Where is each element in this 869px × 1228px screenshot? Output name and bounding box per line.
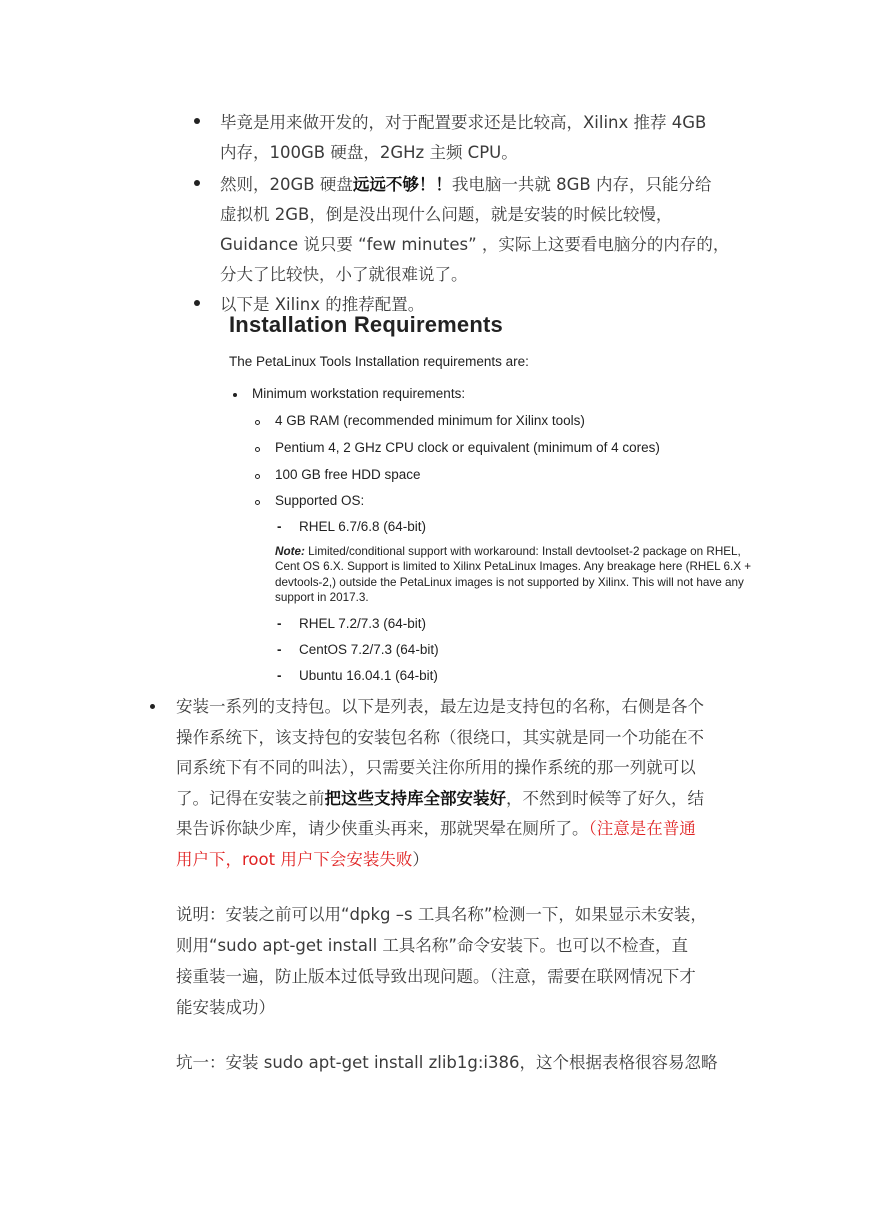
circle-bullet-icon — [255, 420, 260, 425]
req-item-ram — [255, 413, 585, 428]
note-line — [275, 544, 823, 559]
bullet-dot — [150, 704, 155, 709]
os-item-ubuntu — [277, 668, 438, 683]
os-item-text: Ubuntu 16.04.1 (64-bit) — [299, 668, 438, 683]
text-line: 内存，100GB 硬盘，2GHz 主频 CPU。 — [220, 143, 518, 162]
os-item-rhel7 — [277, 616, 426, 631]
req-item-os — [255, 493, 364, 508]
warning-text: （注意是在普通 — [588, 819, 696, 838]
os-item-centos7 — [277, 642, 439, 657]
req-item-text: 100 GB free HDD space — [275, 467, 421, 482]
text-line — [176, 784, 748, 815]
dash-bullet: - — [277, 616, 282, 631]
req-item-text: 4 GB RAM (recommended minimum for Xilinx tools) — [275, 413, 585, 428]
dash-bullet: - — [277, 519, 282, 534]
dash-bullet: - — [277, 642, 282, 657]
min-workstation-label: Minimum workstation requirements: — [252, 386, 466, 401]
note-label: Note: — [275, 545, 305, 558]
requirements-heading: Installation Requirements — [229, 312, 503, 337]
os-item-text: RHEL 6.7/6.8 (64-bit) — [299, 519, 427, 534]
os-item-text: RHEL 7.2/7.3 (64-bit) — [299, 616, 427, 631]
req-item-hdd — [255, 467, 421, 482]
requirements-figure — [229, 312, 829, 692]
text-line: Guidance 说只要 “few minutes” ，实际上这要看电脑分的内存的， — [220, 235, 730, 254]
requirements-intro: The PetaLinux Tools Installation requirements are: — [229, 354, 529, 369]
explanation-paragraph — [176, 899, 756, 1023]
text-span: ，不然到时候等了好久，结 — [506, 788, 704, 808]
text-line: 接重装一遍，防止版本过低导致出现问题。（注意，需要在联网情况下才 — [176, 967, 696, 986]
req-item-cpu — [255, 440, 660, 455]
text-span: 然则，20GB 硬盘 — [220, 175, 353, 194]
text-span: 了。记得在安装之前 — [176, 788, 325, 808]
emphasis-not-enough: 远远不够！！ — [352, 175, 452, 194]
text-span: ） — [412, 849, 429, 869]
dash-bullet: - — [277, 668, 282, 683]
text-line: 分大了比较快，小了就很难说了。 — [220, 265, 468, 284]
text-line: 同系统下有不同的叫法），只需要关注你所用的操作系统的那一列就可以 — [176, 758, 696, 777]
support-packages-list — [148, 692, 748, 875]
os-note — [275, 544, 823, 605]
bullet-hdd-not-enough — [192, 170, 752, 290]
text-line: 以下是 Xilinx 的推荐配置。 — [220, 295, 425, 314]
text-line — [220, 170, 752, 200]
text-line — [176, 845, 748, 876]
top-bullet-list — [192, 108, 752, 320]
note-line: devtools-2,) outside the PetaLinux images is not supported by Xilinx. This will not have any — [275, 575, 744, 589]
text-line — [176, 814, 748, 845]
req-item-text: Supported OS: — [275, 493, 365, 508]
text-line: 操作系统下，该支持包的安装包名称（很绕口，其实就是同一个功能在不 — [176, 727, 704, 747]
text-line: 坑一：安装 sudo apt-get install zlib1g:i386，这个根据表格很容易忽略 — [176, 1053, 718, 1072]
bullet-support-packages — [148, 692, 748, 875]
text-span: 我电脑一共就 8GB 内存，只能分给 — [451, 175, 712, 194]
note-line: Cent OS 6.X. Support is limited to Xilinx PetaLinux Images. Any breakage here (RHEL 6.X + — [275, 560, 752, 574]
note-text: Limited/conditional support with workaround: Install devtoolset-2 package on RHEL, — [304, 545, 741, 558]
pit-one-paragraph — [176, 1047, 756, 1078]
bullet-xilinx-recommend — [192, 108, 752, 168]
text-line: 则用“sudo apt-get install 工具名称”命令安装下。也可以不检查，直 — [176, 936, 688, 955]
bullet-dot — [194, 118, 200, 124]
os-item-text: CentOS 7.2/7.3 (64-bit) — [299, 642, 439, 657]
req-item-text: Pentium 4, 2 GHz CPU clock or equivalent (minimum of 4 cores) — [275, 440, 660, 455]
circle-bullet-icon — [255, 500, 260, 505]
circle-bullet-icon — [255, 447, 260, 452]
os-item-rhel6 — [277, 519, 426, 534]
text-line: 毕竟是用来做开发的，对于配置要求还是比较高，Xilinx 推荐 4GB — [220, 113, 707, 132]
text-line: 说明：安装之前可以用“dpkg –s 工具名称”检测一下，如果显示未安装， — [176, 905, 707, 924]
bullet-dot — [194, 180, 200, 186]
min-workstation-item — [233, 386, 465, 401]
bullet-dot — [194, 300, 200, 306]
note-line: support in 2017.3. — [275, 590, 369, 604]
warning-text: 用户下，root 用户下会安装失败 — [176, 849, 413, 869]
text-line: 能安装成功） — [176, 998, 275, 1017]
text-line: 虚拟机 2GB，倒是没出现什么问题，就是安装的时候比较慢， — [220, 205, 673, 224]
emphasis-install-all: 把这些支持库全部安装好 — [324, 788, 506, 808]
text-span: 果告诉你缺少库，请少侠重头再来，那就哭晕在厕所了。 — [176, 819, 589, 838]
circle-bullet-icon — [255, 474, 260, 479]
text-line: 安装一系列的支持包。以下是列表，最左边是支持包的名称，右侧是各个 — [176, 697, 704, 716]
bullet-dot — [233, 393, 237, 397]
